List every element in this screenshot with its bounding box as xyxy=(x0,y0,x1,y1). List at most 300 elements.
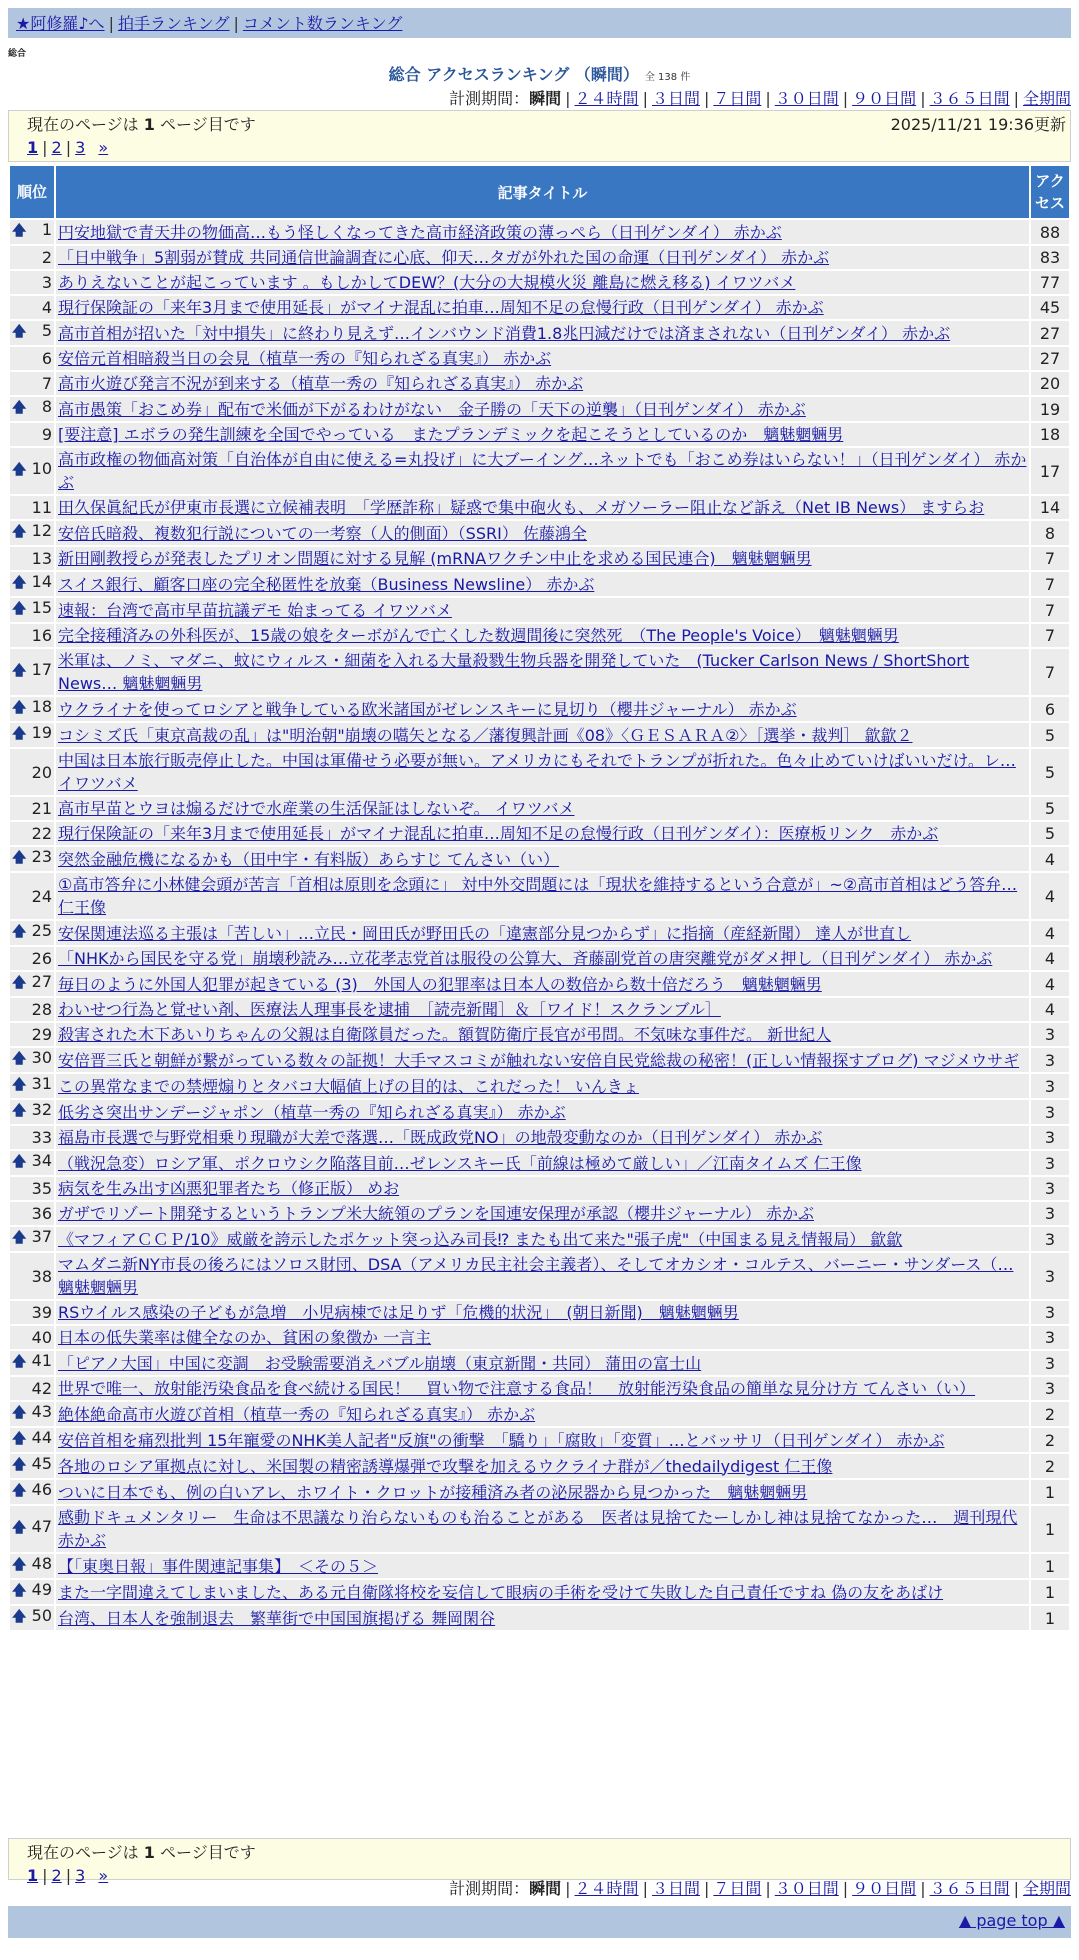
genre-label: 総合 xyxy=(8,49,27,59)
rank-cell xyxy=(10,271,54,294)
period-label: 計測期間： xyxy=(449,89,530,108)
article-link[interactable]: ガザでリゾート開発するというトランプ米大統領のプランを国連安保理が承認（櫻井ジャーナル） 赤かぶ xyxy=(58,1204,814,1223)
rank-up-arrow-icon: 🡅 xyxy=(12,1483,27,1499)
access-count: 4 xyxy=(1031,998,1069,1021)
period-link-all[interactable]: 全期間 xyxy=(1022,89,1071,108)
rank-up-arrow-icon: 🡅 xyxy=(12,1051,27,1067)
access-count: 18 xyxy=(1031,423,1069,446)
title-cell xyxy=(56,1402,1029,1426)
current-page-text: 現在のページは 1 ページ目です xyxy=(27,1843,256,1862)
access-count: 3 xyxy=(1031,1177,1069,1200)
rank-cell xyxy=(10,1506,54,1552)
rank-number: 3 xyxy=(41,273,52,292)
period-link-24h[interactable]: ２４時間 xyxy=(574,89,639,108)
rank-number: 37 xyxy=(31,1227,52,1246)
period-link-365d[interactable]: ３６５日間 xyxy=(929,89,1010,108)
rank-number: 50 xyxy=(31,1606,52,1625)
table-row xyxy=(10,220,1069,244)
title-cell xyxy=(56,496,1029,519)
rank-cell xyxy=(10,921,54,945)
article-link[interactable]: 高市早苗とウヨは煽るだけで水産業の生活保証はしないぞ。 イワツバメ xyxy=(58,799,575,818)
article-link[interactable]: 「NHKから国民を守る党」崩壊秒読み…立花孝志党首は服役の公算大、斉藤副党首の唐突離党がダメ押し（日刊ゲンダイ） 赤かぶ xyxy=(58,949,993,968)
current-page-text: 現在のページは 1 ページ目です xyxy=(27,115,256,134)
access-count: 2 xyxy=(1031,1428,1069,1452)
title-cell xyxy=(56,1023,1029,1046)
article-link[interactable]: 感動ドキュメンタリー 生命は不思議なり治らないものも治ることがある 医者は見捨てたーしかし神は見捨てなかった… 週刊現代 赤かぶ xyxy=(58,1508,1018,1550)
article-link[interactable]: 低劣さ突出サンデージャポン（植草一秀の『知られざる真実』） 赤かぶ xyxy=(58,1102,566,1122)
article-link[interactable]: 米軍は、ノミ、マダニ、蚊にウィルス・細菌を入れる大量殺戮生物兵器を開発していた (Tucker Carlson News / ShortShort News… 魑魅魍魎男 xyxy=(58,651,970,693)
access-count: 1 xyxy=(1031,1554,1069,1578)
rank-cell xyxy=(10,1151,54,1175)
article-link[interactable]: 高市火遊び発言不況が到来する（植草一秀の『知られざる真実』） 赤かぶ xyxy=(58,374,584,393)
bottom-bar xyxy=(8,1906,1071,1938)
table-row xyxy=(10,1126,1069,1149)
rank-up-arrow-icon: 🡅 xyxy=(12,1557,27,1573)
period-label: 計測期間： xyxy=(449,1879,530,1898)
rank-up-arrow-icon: 🡅 xyxy=(12,462,27,478)
table-row xyxy=(10,1606,1069,1630)
table-row xyxy=(10,521,1069,545)
article-link[interactable]: 《マフィアＣＣＰ/10》威厳を誇示したポケット突っ込み司長⁉ またも出て来た"張子虎"（中国まる見え情報局） 歙歙 xyxy=(58,1229,903,1249)
article-link[interactable]: ウクライナを使ってロシアと戦争している欧米諸国がゼレンスキーに見切り（櫻井ジャーナル） 赤かぶ xyxy=(58,699,797,719)
title-cell xyxy=(56,246,1029,269)
rank-up-arrow-icon: 🡅 xyxy=(12,975,27,991)
access-count: 3 xyxy=(1031,1326,1069,1349)
article-link[interactable]: ①高市答弁に小林健会頭が苦言「首相は原則を念頭に」 対中外交問題には「現状を維持するという合意が」~②高市首相はどう答弁… 仁王像 xyxy=(58,875,1018,917)
table-row xyxy=(10,1454,1069,1478)
page-link-1[interactable]: 1 xyxy=(27,1866,39,1885)
rank-number: 23 xyxy=(31,847,52,866)
rank-number: 21 xyxy=(31,799,52,818)
period-link-7d[interactable]: ７日間 xyxy=(713,1879,762,1898)
rank-up-arrow-icon: 🡅 xyxy=(12,223,27,239)
rank-up-arrow-icon: 🡅 xyxy=(12,1609,27,1625)
title-cell xyxy=(56,998,1029,1021)
access-count: 5 xyxy=(1031,723,1069,747)
table-row xyxy=(10,1326,1069,1349)
article-link[interactable]: 高市政権の物価高対策「自治体が自由に使える=丸投げ」に大ブーイング…ネットでも「おこめ券はいらない！」（日刊ゲンダイ） 赤かぶ xyxy=(58,450,1027,492)
title-cell xyxy=(56,1100,1029,1124)
title-cell xyxy=(56,1377,1029,1400)
table-row xyxy=(10,572,1069,596)
title-cell xyxy=(56,1326,1029,1349)
rank-number: 2 xyxy=(41,248,52,267)
access-count: 7 xyxy=(1031,649,1069,695)
rank-number: 1 xyxy=(41,220,52,239)
page-link-3[interactable]: 3 xyxy=(75,138,86,157)
rank-cell xyxy=(10,1480,54,1504)
table-row xyxy=(10,1580,1069,1604)
access-count: 5 xyxy=(1031,797,1069,820)
access-count: 77 xyxy=(1031,271,1069,294)
rank-number: 29 xyxy=(31,1025,52,1044)
table-row xyxy=(10,1480,1069,1504)
rank-cell xyxy=(10,372,54,395)
table-row xyxy=(10,797,1069,820)
rank-cell xyxy=(10,1100,54,1124)
table-row xyxy=(10,998,1069,1021)
page-link-1[interactable]: 1 xyxy=(27,138,39,157)
pager-top: 1 | 2 | 3 » xyxy=(27,138,109,157)
ranking-table-body xyxy=(10,220,1069,1630)
ranking-table xyxy=(8,164,1071,1632)
period-link-30d[interactable]: ３０日間 xyxy=(774,1879,839,1898)
article-link[interactable]: 病気を生み出す凶悪犯罪者たち（修正版） めお xyxy=(58,1179,400,1198)
table-row xyxy=(10,1253,1069,1299)
period-link-3d[interactable]: ３日間 xyxy=(651,89,700,108)
article-link[interactable]: RSウイルス感染の子どもが急増 小児病棟では足りず「危機的状況」 (朝日新聞) 魑魅魍魎男 xyxy=(58,1303,739,1322)
title-cell xyxy=(56,397,1029,421)
table-row xyxy=(10,1202,1069,1225)
table-row xyxy=(10,1023,1069,1046)
access-count: 3 xyxy=(1031,1227,1069,1251)
table-row xyxy=(10,1428,1069,1452)
page-link-2[interactable]: 2 xyxy=(51,1866,62,1885)
access-count: 3 xyxy=(1031,1253,1069,1299)
access-count: 17 xyxy=(1031,448,1069,494)
table-row xyxy=(10,624,1069,647)
title-cell xyxy=(56,1074,1029,1098)
article-link[interactable]: ついに日本でも、例の白いアレ、ホワイト・クロットが接種済み者の泌尿器から見つかった 魑魅魍魎男 xyxy=(58,1482,808,1502)
table-row xyxy=(10,723,1069,747)
article-link[interactable]: 現行保険証の「来年3月まで使用延長」がマイナ混乱に拍車…周知不足の怠慢行政（日刊ゲンダイ）：医療板リンク 赤かぶ xyxy=(58,824,939,843)
title-cell xyxy=(56,547,1029,570)
table-row xyxy=(10,873,1069,919)
rank-number: 8 xyxy=(41,397,52,416)
rank-up-arrow-icon: 🡅 xyxy=(12,1520,27,1536)
table-row xyxy=(10,246,1069,269)
rank-number: 30 xyxy=(31,1048,52,1067)
article-link[interactable]: マムダニ新NY市長の後ろにはソロス財団、DSA（アメリカ民主社会主義者）、そしてオカシオ・コルテス、バーニー・サンダース（… 魑魅魍魎男 xyxy=(58,1255,1014,1297)
rank-up-arrow-icon: 🡅 xyxy=(12,1103,27,1119)
table-row xyxy=(10,822,1069,845)
rank-cell xyxy=(10,572,54,596)
rank-cell xyxy=(10,321,54,345)
rank-cell xyxy=(10,998,54,1021)
article-link[interactable]: 中国は日本旅行販売停止した。中国は軍備せう必要が無い。アメリカにもそれでトランプが折れた。色々止めていけばいいだけ。レ… イワツバメ xyxy=(58,751,1016,793)
article-link[interactable]: 完全接種済みの外科医が、15歳の娘をターボがんで亡くした数週間後に突然死 （The People's Voice） 魑魅魍魎男 xyxy=(58,626,899,645)
title-cell xyxy=(56,1151,1029,1175)
rank-up-arrow-icon: 🡅 xyxy=(12,1583,27,1599)
rank-number: 33 xyxy=(31,1128,52,1147)
article-link[interactable]: （戦況急変）ロシア軍、ポクロウシク陥落目前…ゼレンスキー氏「前線は極めて厳しい」／江南タイムズ 仁王像 xyxy=(58,1153,862,1173)
access-count: 14 xyxy=(1031,496,1069,519)
title-cell xyxy=(56,1554,1029,1578)
header-rank: 順位 xyxy=(10,166,54,218)
rank-cell xyxy=(10,1048,54,1072)
period-selector-top: 計測期間：瞬間 | ２４時間 | ３日間 | ７日間 | ３０日間 | ９０日間 | ３６５日間 | 全期間 xyxy=(449,89,1071,108)
access-count: 6 xyxy=(1031,697,1069,721)
title-cell xyxy=(56,1126,1029,1149)
article-link[interactable]: 速報：台湾で高市早苗抗議デモ 始まってる イワツバメ xyxy=(58,600,452,620)
nav-separator: | xyxy=(233,14,239,33)
article-link[interactable]: 日本の低失業率は健全なのか、貧困の象徴か 一言主 xyxy=(58,1328,432,1347)
table-row xyxy=(10,1506,1069,1552)
page-link-3[interactable]: 3 xyxy=(75,1866,86,1885)
rank-cell xyxy=(10,847,54,871)
access-count: 4 xyxy=(1031,847,1069,871)
title-cell xyxy=(56,1480,1029,1504)
rank-number: 39 xyxy=(31,1303,52,1322)
article-link[interactable]: 安倍晋三氏と朝鮮が繋がっている数々の証拠！大手マスコミが触れない安倍自民党総裁の秘密！(正しい情報探すブログ) マジメウサギ xyxy=(58,1050,1020,1070)
rank-number: 20 xyxy=(31,762,52,782)
rank-number: 4 xyxy=(41,298,52,317)
article-link[interactable]: また一字間違えてしまいました、ある元自衛隊将校を妄信して眼病の手術を受けて失敗した自己責任ですね 偽の友をあばけ xyxy=(58,1582,944,1602)
period-link-all[interactable]: 全期間 xyxy=(1022,1879,1071,1898)
title-cell xyxy=(56,220,1029,244)
rank-cell xyxy=(10,598,54,622)
article-link[interactable]: 世界で唯一、放射能汚染食品を食べ続ける国民！ 買い物で注意する食品！ 放射能汚染食品の簡単な見分け方 てんさい（い） xyxy=(58,1379,976,1398)
article-link[interactable]: 安倍氏暗殺、複数犯行説についての一考察（人的側面）（SSRI） 佐藤鴻全 xyxy=(58,523,587,543)
access-count: 8 xyxy=(1031,521,1069,545)
article-link[interactable]: 各地のロシア軍拠点に対し、米国製の精密誘導爆弾で攻撃を加えるウクライナ群が／thedailydigest 仁王像 xyxy=(58,1456,833,1476)
title-cell xyxy=(56,847,1029,871)
access-count: 20 xyxy=(1031,372,1069,395)
article-link[interactable]: 安倍元首相暗殺当日の会見（植草一秀の『知られざる真実』） 赤かぶ xyxy=(58,349,552,368)
rank-cell xyxy=(10,1227,54,1251)
nav-link-asyura[interactable]: ★阿修羅♪へ xyxy=(16,14,105,33)
period-link-7d[interactable]: ７日間 xyxy=(713,89,762,108)
title-cell xyxy=(56,1253,1029,1299)
article-link[interactable]: 安倍首相を痛烈批判 15年寵愛のNHK美人記者"反旗"の衝撃 「驕り」「腐敗」「変質」…とバッサリ（日刊ゲンダイ） 赤かぶ xyxy=(58,1430,945,1450)
rank-cell xyxy=(10,1428,54,1452)
rank-cell xyxy=(10,347,54,370)
title-cell xyxy=(56,423,1029,446)
rank-number: 47 xyxy=(31,1517,52,1536)
article-link[interactable]: わいせつ行為と覚せい剤、医療法人理事長を逮捕 ［読売新聞］＆［ワイド！スクランブル］ xyxy=(58,1000,721,1019)
article-link[interactable]: ありえないことが起こっています 。もしかしてDEW？(大分の大規模火災 離島に燃え移る) イワツバメ xyxy=(58,273,796,292)
table-row xyxy=(10,1151,1069,1175)
header-access: アクセス xyxy=(1031,166,1069,218)
article-link[interactable]: 毎日のように外国人犯罪が起きている (3) 外国人の犯罪率は日本人の数倍から数十倍だろう 魑魅魍魎男 xyxy=(58,974,822,994)
rank-number: 26 xyxy=(31,949,52,968)
rank-number: 25 xyxy=(31,921,52,940)
period-link-30d[interactable]: ３０日間 xyxy=(774,89,839,108)
rank-number: 17 xyxy=(31,660,52,679)
table-row xyxy=(10,921,1069,945)
access-count: 3 xyxy=(1031,1202,1069,1225)
rank-up-arrow-icon: 🡅 xyxy=(12,1154,27,1170)
rank-cell xyxy=(10,1023,54,1046)
rank-up-arrow-icon: 🡅 xyxy=(12,1431,27,1447)
access-count: 1 xyxy=(1031,1606,1069,1630)
nav-link-clap-ranking[interactable]: 拍手ランキング xyxy=(117,14,230,33)
rank-cell xyxy=(10,521,54,545)
title-cell xyxy=(56,1454,1029,1478)
table-row xyxy=(10,321,1069,345)
title-cell xyxy=(56,572,1029,596)
nav-link-comment-ranking[interactable]: コメント数ランキング xyxy=(242,14,403,33)
rank-number: 14 xyxy=(31,572,52,591)
rank-number: 18 xyxy=(31,697,52,716)
table-row xyxy=(10,649,1069,695)
article-link[interactable]: コシミズ氏「東京高裁の乱」は"明治朝"崩壊の嚆矢となる／藩復興計画《08》〈ＧＥＳＡＲＡ②〉［選挙・裁判］ 歙歙２ xyxy=(58,725,913,745)
rank-cell xyxy=(10,624,54,647)
ranking-title-text: 総合 アクセスランキング （瞬間） xyxy=(388,65,639,84)
article-link[interactable]: 高市首相が招いた「対中損失」に終わり見えず…インバウンド消費1.8兆円減だけでは済まされない（日刊ゲンダイ） 赤かぶ xyxy=(58,323,951,343)
title-cell xyxy=(56,1202,1029,1225)
period-link-365d[interactable]: ３６５日間 xyxy=(929,1879,1010,1898)
access-count: 27 xyxy=(1031,347,1069,370)
rank-number: 13 xyxy=(31,549,52,568)
rank-cell xyxy=(10,1377,54,1400)
rank-cell xyxy=(10,873,54,919)
rank-up-arrow-icon: 🡅 xyxy=(12,663,27,679)
article-link[interactable]: この異常なまでの禁煙煽りとタバコ大幅値上げの目的は、これだった！ いんきょ xyxy=(58,1076,639,1096)
title-cell xyxy=(56,947,1029,970)
rank-number: 35 xyxy=(31,1179,52,1198)
rank-cell xyxy=(10,749,54,795)
rank-number: 12 xyxy=(31,521,52,540)
rank-number: 44 xyxy=(31,1428,52,1447)
article-link[interactable]: 「日中戦争」5割弱が賛成 共同通信世論調査に心底、仰天…タガが外れた国の命運（日刊ゲンダイ） 赤かぶ xyxy=(58,248,830,267)
rank-cell xyxy=(10,1253,54,1299)
rank-number: 38 xyxy=(31,1266,52,1286)
article-link[interactable]: 新田剛教授らが発表したプリオン問題に対する見解 (mRNAワクチン中止を求める国民連合) 魑魅魍魎男 xyxy=(58,549,812,568)
rank-up-arrow-icon: 🡅 xyxy=(12,726,27,742)
rank-number: 11 xyxy=(31,498,52,517)
table-header-row xyxy=(10,166,1069,218)
title-cell xyxy=(56,1227,1029,1251)
title-cell xyxy=(56,822,1029,845)
ranking-count: 全 138 件 xyxy=(644,72,691,83)
article-link[interactable]: [要注意] エボラの発生訓練を全国でやっている またプランデミックを起こそうとしているのか 魑魅魍魎男 xyxy=(58,425,844,444)
page-info-bottom xyxy=(8,1838,1071,1885)
rank-number: 49 xyxy=(31,1580,52,1599)
rank-cell xyxy=(10,397,54,421)
article-link[interactable]: 福島市長選で与野党相乗り現職が大差で落選…「既成政党NO」の地殻変動なのか（日刊ゲンダイ） 赤かぶ xyxy=(58,1128,823,1147)
article-link[interactable]: 安保関連法巡る主張は「苦しい」…立民・岡田氏が野田氏の「違憲部分見つからず」に指摘（産経新聞） 達人が世直し xyxy=(58,923,912,943)
access-count: 88 xyxy=(1031,220,1069,244)
rank-cell xyxy=(10,723,54,747)
access-count: 3 xyxy=(1031,1023,1069,1046)
article-link[interactable]: 「ピアノ大国」中国に変調 お受験需要消えバブル崩壊（東京新聞・共同） 蒲田の富士山 xyxy=(58,1353,702,1373)
rank-number: 16 xyxy=(31,626,52,645)
table-row xyxy=(10,1377,1069,1400)
period-link-90d[interactable]: ９０日間 xyxy=(852,1879,917,1898)
period-link-24h[interactable]: ２４時間 xyxy=(574,1879,639,1898)
table-row xyxy=(10,697,1069,721)
table-row xyxy=(10,598,1069,622)
period-link-3d[interactable]: ３日間 xyxy=(651,1879,700,1898)
rank-number: 27 xyxy=(31,972,52,991)
access-count: 3 xyxy=(1031,1377,1069,1400)
top-nav-bar xyxy=(8,8,1071,38)
rank-up-arrow-icon: 🡅 xyxy=(12,1457,27,1473)
access-count: 19 xyxy=(1031,397,1069,421)
rank-number: 43 xyxy=(31,1402,52,1421)
table-row xyxy=(10,372,1069,395)
rank-number: 34 xyxy=(31,1151,52,1170)
page-info-top xyxy=(8,110,1071,162)
table-row xyxy=(10,496,1069,519)
access-count: 3 xyxy=(1031,1100,1069,1124)
period-link-90d[interactable]: ９０日間 xyxy=(852,89,917,108)
rank-cell xyxy=(10,220,54,244)
rank-number: 22 xyxy=(31,824,52,843)
page-top-link[interactable]: ▲ page top ▲ xyxy=(958,1911,1065,1930)
page-link-2[interactable]: 2 xyxy=(51,138,62,157)
rank-cell xyxy=(10,947,54,970)
title-cell xyxy=(56,372,1029,395)
access-count: 3 xyxy=(1031,1074,1069,1098)
article-link[interactable]: 現行保険証の「来年3月まで使用延長」がマイナ混乱に拍車…周知不足の怠慢行政（日刊ゲンダイ） 赤かぶ xyxy=(58,298,824,317)
title-cell xyxy=(56,723,1029,747)
rank-up-arrow-icon: 🡅 xyxy=(12,924,27,940)
page-next-link[interactable]: » xyxy=(98,1866,109,1885)
article-link[interactable]: スイス銀行、顧客口座の完全秘匿性を放棄（Business Newsline） 赤かぶ xyxy=(58,574,595,594)
rank-number: 48 xyxy=(31,1554,52,1573)
access-count: 3 xyxy=(1031,1351,1069,1375)
rank-up-arrow-icon: 🡅 xyxy=(12,700,27,716)
table-row xyxy=(10,1402,1069,1426)
title-cell xyxy=(56,1351,1029,1375)
article-link[interactable]: 高市愚策「おこめ券」配布で米価が下がるわけがない 金子勝の「天下の逆襲」（日刊ゲンダイ） 赤かぶ xyxy=(58,399,806,419)
table-row xyxy=(10,397,1069,421)
access-count: 3 xyxy=(1031,1151,1069,1175)
article-link[interactable]: 田久保眞紀氏が伊東市長選に立候補表明 「学歴詐称」疑惑で集中砲火も、メガソーラー阻止など訴え（Net IB News） ますらお xyxy=(58,498,985,517)
title-cell xyxy=(56,347,1029,370)
access-count: 1 xyxy=(1031,1506,1069,1552)
table-row xyxy=(10,1301,1069,1324)
rank-number: 28 xyxy=(31,1000,52,1019)
table-row xyxy=(10,1048,1069,1072)
article-link[interactable]: 台湾、日本人を強制退去 繁華街で中国国旗掲げる 舞岡閑谷 xyxy=(58,1608,496,1628)
title-cell xyxy=(56,1301,1029,1324)
header-title: 記事タイトル xyxy=(56,166,1029,218)
article-link[interactable]: 突然金融危機になるかも（田中宇・有料版）あらすじ てんさい（い） xyxy=(58,849,560,869)
access-count: 7 xyxy=(1031,547,1069,570)
rank-cell xyxy=(10,246,54,269)
article-link[interactable]: 絶体絶命高市火遊び首相（植草一秀の『知られざる真実』） 赤かぶ xyxy=(58,1404,536,1424)
table-row xyxy=(10,1554,1069,1578)
rank-cell xyxy=(10,1177,54,1200)
title-cell xyxy=(56,598,1029,622)
rank-number: 19 xyxy=(31,723,52,742)
table-row xyxy=(10,1351,1069,1375)
table-row xyxy=(10,847,1069,871)
rank-cell xyxy=(10,1074,54,1098)
table-row xyxy=(10,271,1069,294)
rank-cell xyxy=(10,972,54,996)
access-count: 2 xyxy=(1031,1402,1069,1426)
period-current: 瞬間 xyxy=(529,1879,562,1898)
table-row xyxy=(10,749,1069,795)
rank-cell xyxy=(10,296,54,319)
rank-number: 7 xyxy=(41,374,52,393)
rank-number: 36 xyxy=(31,1204,52,1223)
rank-number: 9 xyxy=(41,425,52,444)
rank-number: 10 xyxy=(31,459,52,478)
title-cell xyxy=(56,624,1029,647)
article-link[interactable]: 円安地獄で青天井の物価高…もう怪しくなってきた高市経済政策の薄っぺら（日刊ゲンダイ） 赤かぶ xyxy=(58,222,782,242)
rank-up-arrow-icon: 🡅 xyxy=(12,1230,27,1246)
article-link[interactable]: 【「東奥日報」事件関連記事集】 ＜その５＞ xyxy=(58,1556,379,1576)
access-count: 3 xyxy=(1031,1126,1069,1149)
rank-cell xyxy=(10,423,54,446)
nav-separator: | xyxy=(108,14,114,33)
page-next-link[interactable]: » xyxy=(98,138,109,157)
article-link[interactable]: 殺害された木下あいりちゃんの父親は自衛隊員だった。額賀防衛庁長官が弔問。不気味な事件だ。 新世紀人 xyxy=(58,1025,832,1044)
title-cell xyxy=(56,921,1029,945)
rank-cell xyxy=(10,1580,54,1604)
rank-up-arrow-icon: 🡅 xyxy=(12,324,27,340)
access-count: 4 xyxy=(1031,921,1069,945)
rank-cell xyxy=(10,1301,54,1324)
period-selector-bottom: 計測期間：瞬間 | ２４時間 | ３日間 | ７日間 | ３０日間 | ９０日間 | ３６５日間 | 全期間 xyxy=(449,1879,1071,1898)
title-cell xyxy=(56,873,1029,919)
rank-cell xyxy=(10,1326,54,1349)
